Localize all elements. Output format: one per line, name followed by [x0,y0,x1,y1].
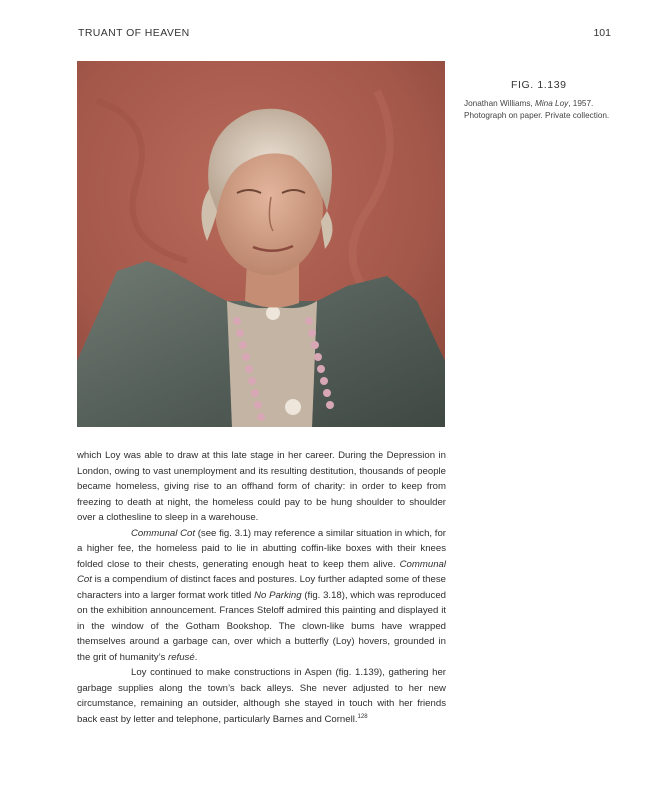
paragraph-2 [77,526,446,666]
portrait-photo [77,61,445,427]
paragraph-2-text-b: is a compendium of distinct faces and postures. Loy further adapted some of these characters into a larger format work titled [77,574,446,601]
caption-details: , 1957. Photograph on paper. Private collection. [464,99,610,120]
paragraph-3 [77,665,446,727]
paragraph-2-text-c: (fig. 3.18), which was reproduced on the exhibition announcement. Frances Steloff admired this painting and displayed it in the window of the Gotham Bookshop. The clown-like bums have wrapped themselves around a garbage can, over which a butterfly (Loy) hovers, grounded in the grit of humanity’s [77,589,446,663]
caption-author: Jonathan Williams, [464,99,535,108]
paragraph-2-text-a: (see fig. 3.1) may reference a similar situation in which, for a higher fee, the homeless paid to lie in abutting coffin-like boxes with their knees folded close to their chests, generating enough heat to keep them alive. [77,527,446,570]
work-title-communal-cot: Communal Cot [131,527,196,539]
body-text [77,448,446,727]
paragraph-2-text-d: . [194,651,198,663]
figure-caption [464,98,614,121]
running-head: TRUANT OF HEAVEN [78,27,190,39]
endnote-marker: 128 [357,713,368,720]
caption-work-title: Mina Loy [535,99,569,108]
work-title-no-parking: No Parking [254,589,302,601]
paragraph-1: which Loy was able to draw at this late stage in her career. During the Depression in London, owing to vast unemployment and its resulting destitution, thousands of people became homeless, giving rise to an offhand form of charity: in order to keep from freezing to death at night, the homeless could pay to be hung shoulder to shoulder over a clothesline to sleep in a warehouse. [77,450,446,523]
work-title-communal-cot-2: Communal Cot [77,558,446,585]
page-number: 101 [593,27,611,39]
figure-label: FIG. 1.139 [511,79,567,91]
word-refuse: refusé [168,651,195,663]
paragraph-3-text: Loy continued to make constructions in Aspen (fig. 1.139), gathering her garbage supplies along the town’s back alleys. She never adjusted to her new circumstance, remaining an outsider, although she stayed in touch with her friends back east by letter and telephone, particularly Barnes and Cornell. [77,667,446,725]
